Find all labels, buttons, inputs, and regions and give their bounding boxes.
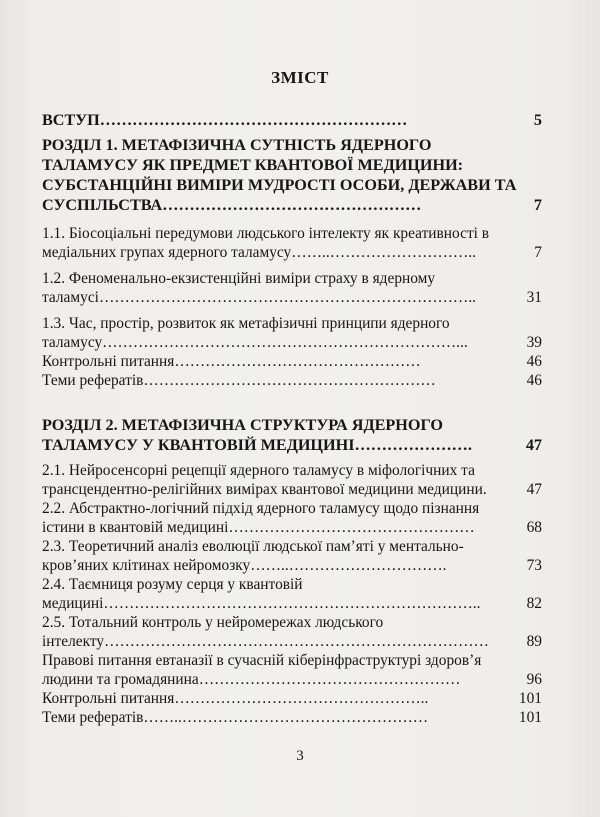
toc-entry-line: 1.2. Феноменально-екзистенційні виміри страху в ядерному (42, 270, 436, 287)
dot-leader: ………………………………………… (162, 196, 422, 214)
toc-page-number: 39 (526, 334, 542, 351)
dot-leader: ……………………………………………………………... (102, 334, 468, 351)
page-number: 3 (296, 748, 304, 764)
toc-entry-line: СУБСТАНЦІЙНІ ВИМІРИ МУДРОСТІ ОСОБИ, ДЕРЖАВИ ТА (42, 176, 517, 194)
toc-page-number: 89 (526, 633, 542, 650)
toc-entry-control-questions-2[interactable] (42, 689, 542, 708)
dot-leader: ………………………………………………… (99, 111, 408, 129)
toc-entry-text: кров’яних клітинах нейромозку (42, 557, 251, 574)
toc-page-number: 7 (533, 196, 542, 214)
toc-entry-last-line (42, 518, 542, 537)
toc-page-number: 68 (526, 519, 542, 536)
toc-entry-line: 2.5. Тотальний контроль у нейромережах людського (42, 614, 384, 631)
toc-page-number: 47 (526, 481, 542, 498)
toc-entry-line: 2.1. Нейросенсорні рецепції ядерного таламусу в міфологічних та (42, 462, 475, 479)
toc-entry-text: СУСПІЛЬСТВА (42, 196, 163, 214)
toc-entry-2-5[interactable] (42, 613, 542, 651)
dot-leader: ……..…………………………. (250, 557, 447, 574)
toc-entry-text: Теми рефератів (42, 709, 144, 726)
toc-entry-last-line (42, 689, 542, 708)
table-of-contents (42, 110, 542, 727)
dot-leader: ………………………………………………… (143, 372, 436, 389)
toc-page-number: 46 (526, 372, 542, 389)
toc-entry-line: 2.2. Абстрактно-логічний підхід ядерного таламусу щодо пізнання (42, 500, 480, 517)
toc-entry-last-line (42, 435, 542, 455)
toc-page-number: 46 (526, 353, 542, 370)
toc-entry-text: Контрольні питання (42, 690, 175, 707)
toc-entry-last-line (42, 195, 542, 215)
toc-entry-line: 1.3. Час, простір, розвиток як метафізичні принципи ядерного (42, 315, 450, 332)
toc-entry-text: істини в квантовій медицині (42, 519, 229, 536)
toc-entry-text: інтелекту (42, 633, 105, 650)
page-title: ЗМІСТ (271, 68, 329, 87)
toc-entry-last-line (42, 371, 542, 390)
toc-entry-1-3[interactable] (42, 314, 542, 352)
dot-leader: …………………. (354, 436, 472, 454)
toc-entry-text: таламусу (42, 334, 103, 351)
dot-leader: ……..………………………………………… (143, 709, 429, 726)
dot-leader: ………………………………………….. (174, 690, 429, 707)
dot-leader: ……………………………………………………………….. (98, 289, 477, 306)
toc-entry-euthanasia[interactable] (42, 651, 542, 689)
toc-entry-last-line (42, 333, 542, 352)
toc-page-number: 73 (526, 557, 542, 574)
toc-entry-2-3[interactable] (42, 537, 542, 575)
toc-entry-last-line (42, 708, 542, 727)
toc-entry-line: РОЗДІЛ 2. МЕТАФІЗИЧНА СТРУКТУРА ЯДЕРНОГО (42, 416, 443, 434)
dot-leader: . (482, 481, 487, 498)
toc-entry-line: 1.1. Біосоціальні передумови людського інтелекту як креативності в (42, 225, 490, 242)
toc-page-number: 5 (533, 111, 542, 129)
toc-entry-text: людини та громадянина (42, 671, 199, 688)
toc-entry-essay-topics-1[interactable] (42, 371, 542, 390)
toc-entry-text: медіальних групах ядерного таламусу (42, 244, 292, 261)
toc-entry-text: медицині (42, 595, 104, 612)
toc-page-number: 101 (518, 709, 542, 726)
toc-entry-last-line (42, 110, 542, 130)
toc-page-number: 31 (526, 289, 542, 306)
toc-entry-1-1[interactable] (42, 224, 542, 262)
dot-leader: ……..……………………….. (291, 244, 476, 261)
toc-page-number: 101 (518, 690, 542, 707)
toc-entry-last-line (42, 556, 542, 575)
toc-entry-control-questions-1[interactable] (42, 352, 542, 371)
toc-entry-line: 2.3. Теоретичний аналіз еволюції людської пам’яті у ментально- (42, 538, 464, 555)
toc-entry-line: ТАЛАМУСУ ЯК ПРЕДМЕТ КВАНТОВОЇ МЕДИЦИНИ: (42, 156, 464, 174)
toc-entry-text: ТАЛАМУСУ У КВАНТОВІЙ МЕДИЦИНІ (42, 436, 355, 454)
toc-page-number: 7 (534, 244, 542, 261)
toc-entry-line: 2.4. Таємниця розуму серця у квантовій (42, 576, 303, 593)
toc-entry-text: Теми рефератів (42, 372, 144, 389)
toc-entry-last-line (42, 480, 542, 499)
dot-leader: ………………………………………… (228, 519, 475, 536)
toc-entry-2-4[interactable] (42, 575, 542, 613)
toc-entry-line: Правові питання евтаназії в сучасній кіберінфраструктурі здоров’я (42, 652, 482, 669)
toc-page-number: 82 (526, 595, 542, 612)
toc-entry-2-1[interactable] (42, 461, 542, 499)
toc-entry-text: таламусі (42, 289, 99, 306)
dot-leader: ………………………………………… (174, 353, 421, 370)
toc-entry-last-line (42, 288, 542, 307)
toc-entry-text: ВСТУП (42, 111, 100, 129)
toc-entry-text: Контрольні питання (42, 353, 175, 370)
toc-entry-2-2[interactable] (42, 499, 542, 537)
toc-entry-line: РОЗДІЛ 1. МЕТАФІЗИЧНА СУТНІСТЬ ЯДЕРНОГО (42, 136, 432, 154)
toc-entry-essay-topics-2[interactable] (42, 708, 542, 727)
toc-entry-last-line (42, 670, 542, 689)
dot-leader: ……………………………………………………………….. (103, 595, 481, 612)
toc-page-number: 96 (526, 671, 542, 688)
toc-entry-intro[interactable] (42, 110, 542, 130)
dot-leader: …………………………………………… (198, 671, 461, 688)
toc-entry-chapter-1[interactable] (42, 135, 542, 215)
toc-entry-chapter-2[interactable] (42, 415, 542, 455)
toc-entry-text: трансцендентно-релігійних вимірах квантової медицини медицини (42, 481, 483, 498)
toc-entry-last-line (42, 632, 542, 651)
toc-entry-1-2[interactable] (42, 269, 542, 307)
toc-page-number: 47 (525, 436, 542, 454)
toc-entry-last-line (42, 352, 542, 371)
toc-entry-last-line (42, 594, 542, 613)
toc-entry-last-line (42, 243, 542, 262)
dot-leader: ………………………………………………………………… (104, 633, 489, 650)
